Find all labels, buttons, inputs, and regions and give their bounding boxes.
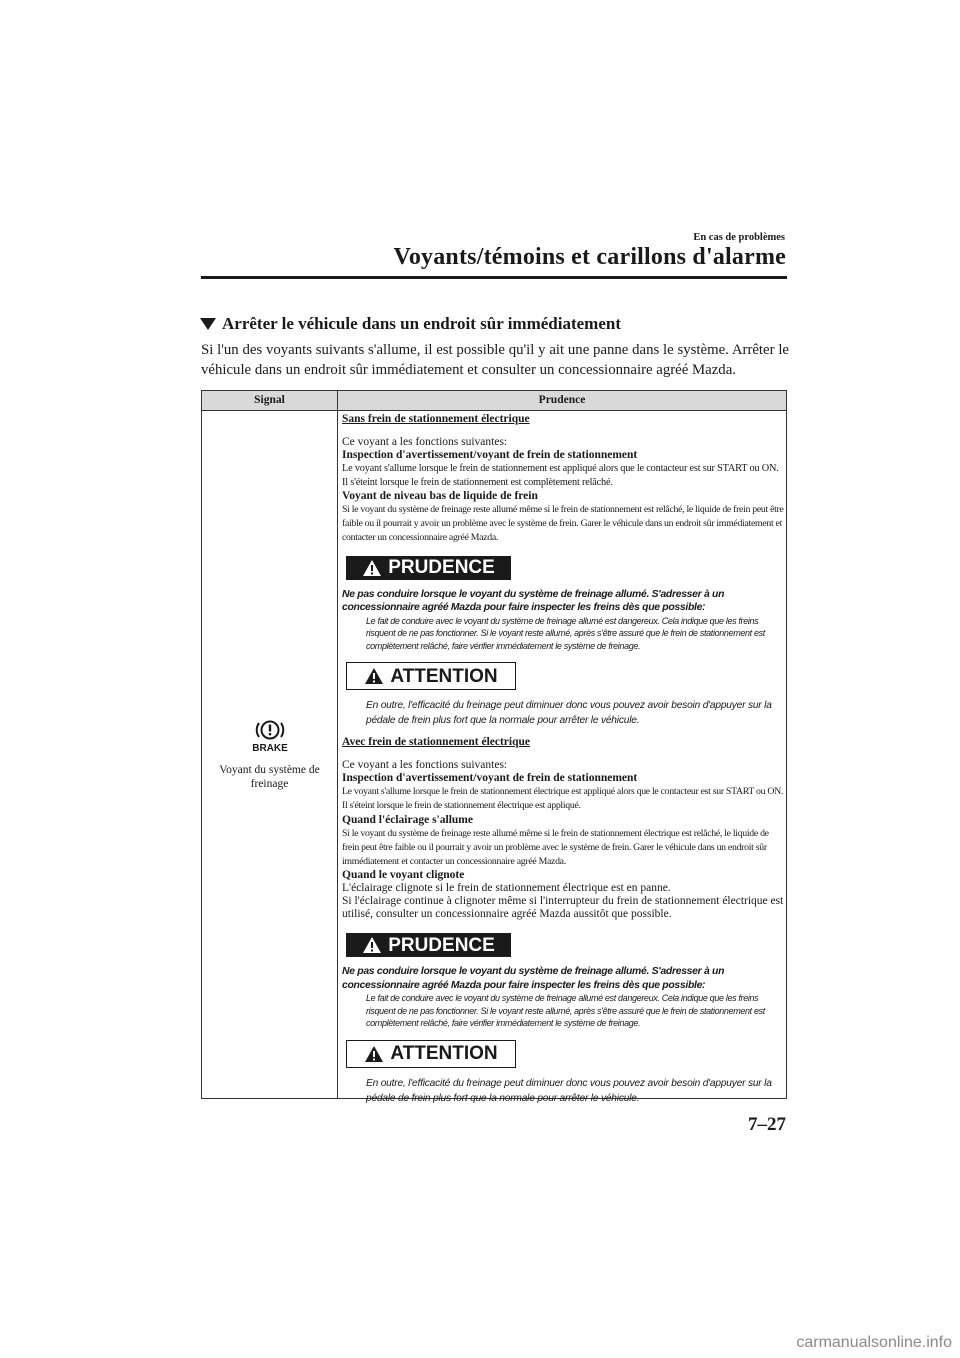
prudence-label: PRUDENCE [388, 934, 495, 956]
function-text: Le voyant s'allume lorsque le frein de stationnement électrique est appliqué alors que le contacteur est sur START ou ON. Il s'éteint lorsque le frein de stationnement électrique est appliqué. [342, 786, 784, 812]
prudence-bold-text: Ne pas conduire lorsque le voyant du système de freinage allumé. S'adresser à un concessionnaire agréé Mazda pour faire inspecter les freins dès que possible: [342, 588, 725, 614]
brake-warning-icon [252, 718, 288, 754]
functions-intro: Ce voyant a les fonctions suivantes: [342, 759, 508, 772]
brake-icon-text: BRAKE [251, 743, 288, 754]
signal-cell [202, 718, 337, 791]
attention-label: ATTENTION [390, 665, 498, 687]
column-divider [337, 410, 338, 1098]
prudence-detail-text: Le fait de conduire avec le voyant du système de freinage allumé est dangereux. Cela indique que les freins risquent de ne pas fonctionner. Si le voyant reste allumé, après s'être assuré que le frein de stationnement est complètement relâché, faire vérifier immédiatement le système de freinage. [366, 615, 765, 651]
triangle-bullet-icon [200, 318, 216, 330]
function-heading: Voyant de niveau bas de liquide de frein [342, 490, 538, 502]
warning-triangle-icon [362, 559, 382, 577]
col-header-signal: Signal [202, 391, 338, 410]
prudence-cell [342, 413, 785, 1106]
watermark: carmanualsonline.info [796, 1334, 952, 1351]
function-text: Si l'éclairage continue à clignoter même si l'interrupteur du frein de stationnement électrique est utilisé, consulter un concessionnaire agréé Mazda aussitôt que possible. [342, 895, 784, 921]
prudence-bold-text: Ne pas conduire lorsque le voyant du système de freinage allumé. S'adresser à un concessionnaire agréé Mazda pour faire inspecter les freins dès que possible: [342, 966, 725, 991]
attention-banner [346, 662, 516, 690]
warning-table [201, 390, 787, 1104]
attention-text: En outre, l'efficacité du freinage peut diminuer donc vous pouvez avoir besoin d'appuyer sur la pédale de frein plus fort que la normale pour arrêter le véhicule. [366, 1077, 772, 1104]
section-heading-text: Arrêter le véhicule dans un endroit sûr immédiatement [222, 314, 621, 333]
function-text: Si le voyant du système de freinage reste allumé même si le frein de stationnement électrique est relâché, le liquide de frein peut être faible ou il pourrait y avoir un problème avec le système de frein. Garer le véhicule dans un endroit sûr immédiatement et contacter un concessionnaire agréé Mazda. [342, 827, 769, 867]
warning-triangle-icon [364, 667, 384, 685]
function-text: Si le voyant du système de freinage reste allumé même si le frein de stationnement est relâché, le liquide de frein peut être faible ou il pourrait y avoir un problème avec le système de frein. Garer le véhicule dans un endroit sûr immédiatement et contacter un concessionnaire agréé Mazda. [342, 504, 784, 544]
prudence-label: PRUDENCE [388, 557, 495, 579]
signal-label: Voyant du système de freinage [219, 764, 320, 790]
functions-intro: Ce voyant a les fonctions suivantes: [342, 436, 508, 448]
header-divider [201, 276, 787, 279]
warning-triangle-icon [364, 1045, 384, 1063]
attention-text: En outre, l'efficacité du freinage peut diminuer donc vous pouvez avoir besoin d'appuyer sur la pédale de frein plus fort que la normale pour arrêter le véhicule. [366, 700, 772, 727]
subheading-with-epb: Avec frein de stationnement électrique [342, 736, 530, 749]
page-title: Voyants/témoins et carillons d'alarme [393, 244, 786, 270]
attention-label: ATTENTION [390, 1043, 498, 1065]
function-heading: Quand l'éclairage s'allume [342, 813, 473, 826]
prudence-banner [346, 556, 511, 580]
function-text: L'éclairage clignote si le frein de stationnement électrique est en panne. [342, 882, 671, 895]
chapter-label: En cas de problèmes [693, 232, 785, 243]
function-heading: Inspection d'avertissement/voyant de frein de stationnement [342, 772, 638, 785]
page-number: 7–27 [748, 1114, 786, 1135]
function-text: Le voyant s'allume lorsque le frein de stationnement est appliqué alors que le contacteur est sur START ou ON. Il s'éteint lorsque le frein de stationnement est complètement relâché. [342, 463, 779, 488]
col-header-prudence: Prudence [538, 394, 586, 406]
warning-triangle-icon [362, 936, 382, 954]
subheading-without-epb: Sans frein de stationnement électrique [342, 413, 530, 425]
prudence-banner [346, 933, 511, 957]
attention-banner [346, 1040, 516, 1068]
function-heading: Quand le voyant clignote [342, 869, 465, 882]
section-heading [200, 314, 621, 334]
table-header [202, 391, 786, 411]
function-heading: Inspection d'avertissement/voyant de frein de stationnement [342, 449, 638, 461]
prudence-detail-text: Le fait de conduire avec le voyant du système de freinage allumé est dangereux. Cela indique que les freins risquent de ne pas fonctionner. Si le voyant reste allumé, après s'être assuré que le frein de stationnement est complètement relâché, faire vérifier immédiatement le système de freinage. [366, 993, 765, 1029]
intro-paragraph: Si l'un des voyants suivants s'allume, il est possible qu'il y ait une panne dans le système. Arrêter le véhicule dans un endroit sûr immédiatement et consulter un concessionnaire agréé Mazda. [201, 342, 789, 378]
